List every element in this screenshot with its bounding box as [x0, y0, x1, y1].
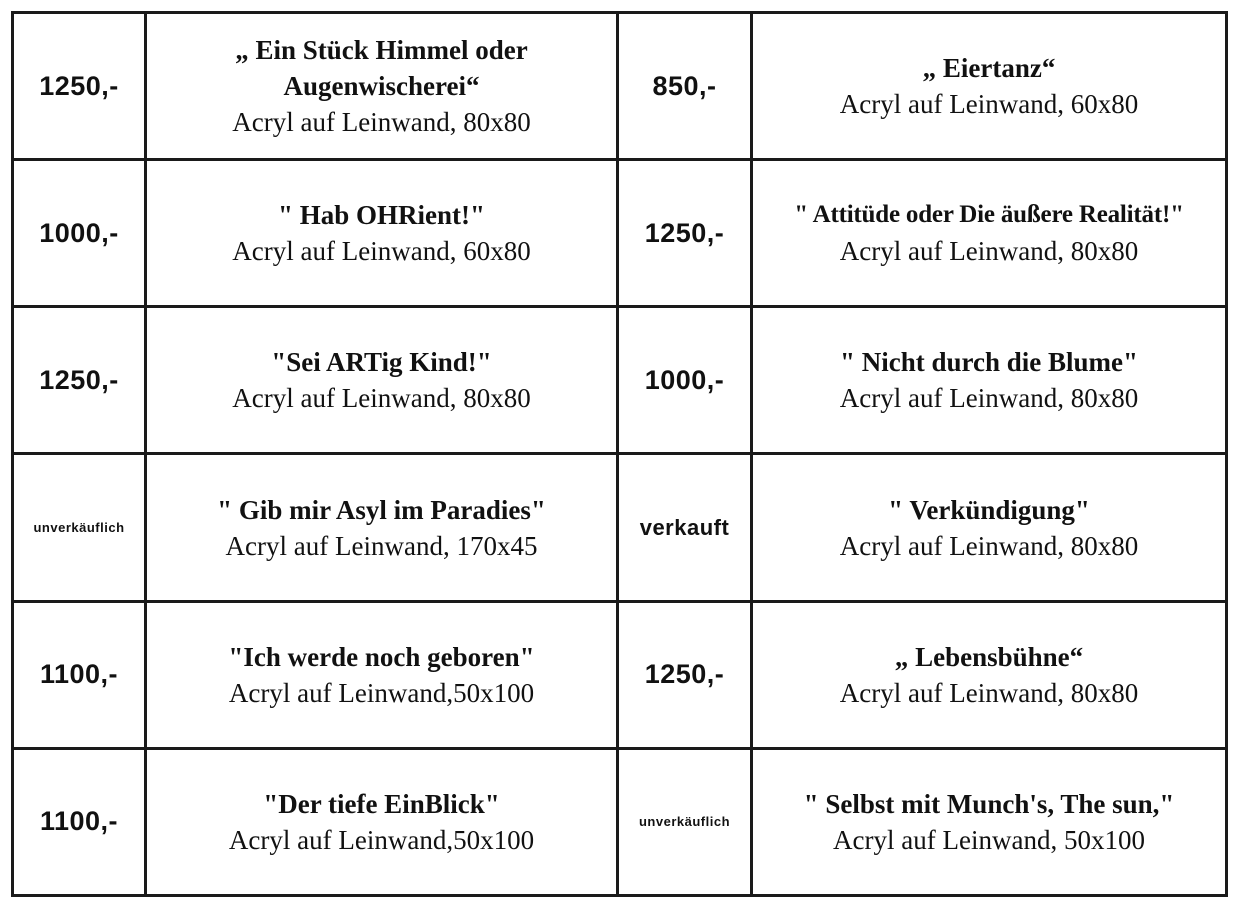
artwork-title: „ Lebensbühne“ [894, 641, 1084, 672]
price-cell: 1250,- [13, 13, 146, 160]
artwork-cell [146, 748, 618, 895]
artwork-medium: Acryl auf Leinwand, 60x80 [232, 236, 531, 267]
price-cell: 850,- [618, 13, 752, 160]
artwork-medium: Acryl auf Leinwand, 50x100 [833, 824, 1145, 855]
artwork-medium: Acryl auf Leinwand, 80x80 [839, 236, 1139, 267]
price-cell: 1100,- [13, 601, 146, 748]
artwork-medium: Acryl auf Leinwand, 60x80 [839, 89, 1139, 120]
artwork-cell [752, 454, 1227, 601]
table-row [13, 748, 1227, 895]
artwork-title: "Sei ARTig Kind!" [271, 347, 492, 378]
artwork-medium: Acryl auf Leinwand, 170x45 [225, 530, 538, 561]
table-row [13, 454, 1227, 601]
artwork-cell [146, 454, 618, 601]
artwork-cell [146, 160, 618, 307]
price-cell: 1000,- [618, 307, 752, 454]
artwork-medium: Acryl auf Leinwand, 80x80 [232, 107, 531, 138]
table-row [13, 13, 1227, 160]
table-row [13, 307, 1227, 454]
artwork-cell [752, 748, 1227, 895]
artwork-cell [752, 160, 1227, 307]
artwork-cell [146, 307, 618, 454]
artwork-medium: Acryl auf Leinwand,50x100 [228, 677, 535, 708]
artwork-medium: Acryl auf Leinwand, 80x80 [839, 677, 1139, 708]
price-cell: 1100,- [13, 748, 146, 895]
artwork-title: "Der tiefe EinBlick" [263, 788, 500, 819]
artwork-title: " Nicht durch die Blume" [839, 347, 1138, 378]
price-cell: 1000,- [13, 160, 146, 307]
price-cell: verkauft [618, 454, 752, 601]
price-list-table [11, 11, 1228, 897]
artwork-medium: Acryl auf Leinwand, 80x80 [232, 383, 531, 414]
artwork-title: „ Ein Stück Himmel oder Augenwischerei“ [235, 35, 528, 102]
artwork-title: " Gib mir Asyl im Paradies" [217, 494, 546, 525]
artwork-title: " Verkündigung" [888, 494, 1090, 525]
price-cell: 1250,- [618, 601, 752, 748]
table-row [13, 601, 1227, 748]
artwork-title: „ Eiertanz“ [922, 53, 1056, 84]
artwork-cell [752, 13, 1227, 160]
artwork-cell [146, 601, 618, 748]
artwork-title: " Selbst mit Munch's, The sun," [803, 788, 1175, 819]
artwork-medium: Acryl auf Leinwand, 80x80 [839, 383, 1139, 414]
price-cell: unverkäuflich [13, 454, 146, 601]
table-row [13, 160, 1227, 307]
artwork-title: " Attitüde oder Die äußere Realität!" [794, 201, 1184, 229]
artwork-medium: Acryl auf Leinwand,50x100 [228, 824, 535, 855]
price-cell: 1250,- [618, 160, 752, 307]
artwork-title: "Ich werde noch geboren" [228, 641, 535, 672]
price-cell: 1250,- [13, 307, 146, 454]
artwork-cell [146, 13, 618, 160]
artwork-cell [752, 601, 1227, 748]
artwork-title: " Hab OHRient!" [278, 200, 485, 231]
price-cell: unverkäuflich [618, 748, 752, 895]
artwork-cell [752, 307, 1227, 454]
artwork-medium: Acryl auf Leinwand, 80x80 [839, 530, 1139, 561]
